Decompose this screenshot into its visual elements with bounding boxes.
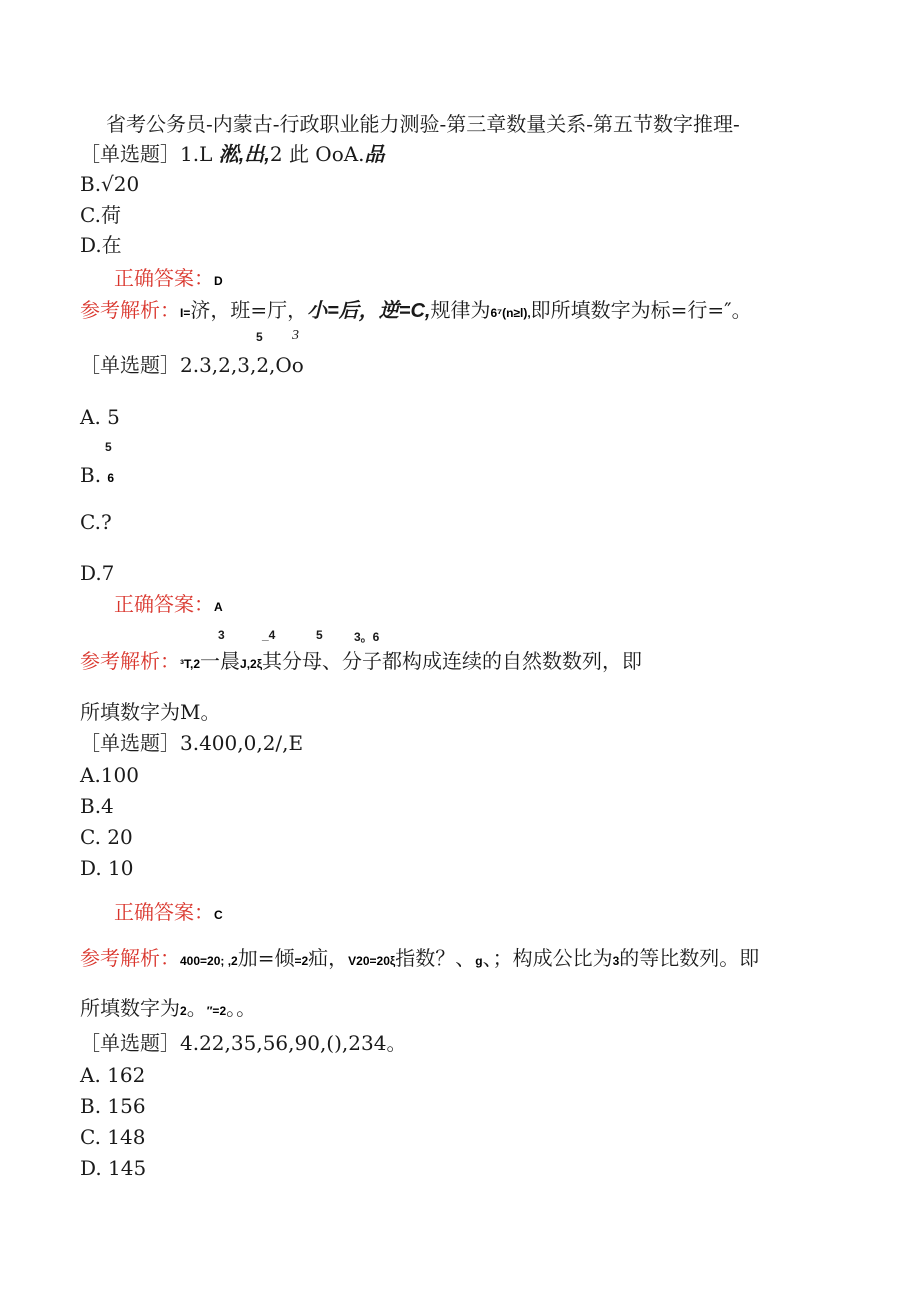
q2-analysis-small-2: J,2ξ [240,657,263,671]
q2-superscript-italic: 3 [292,328,299,343]
analysis-label: 参考解析： [80,946,180,970]
q4-option-d: D. 145 [80,1156,147,1180]
q1-option-c: C.荷 [80,203,121,227]
q3-analysis-text-2: 疝， [308,946,349,970]
question-1-stem [80,142,385,167]
answer-label: 正确答案： [114,592,214,616]
q1-analysis-formula: 6⁷(n≥l), [490,306,531,320]
q2-analysis-sup-1: 3 [218,628,225,642]
answer-value: C [214,908,223,922]
q1-analysis-text3: 即所填数字为标=行=″。 [530,298,752,322]
q1-option-b: B.√20 [80,172,140,196]
q2-analysis-sup-3: 5 [316,628,323,642]
q1-analysis-text2: 规律为 [430,298,491,322]
q3-analysis-line2-small2: ″=2 [206,1004,227,1018]
q1-analysis [80,298,752,325]
q2-option-b [80,463,114,490]
q3-analysis-small-3: V20=20ξ [348,954,396,968]
q4-option-b: B. 156 [80,1094,146,1118]
q3-analysis-text-1: 加=倾 [237,946,295,970]
q2-analysis-sup-4: 3。6 [354,630,380,644]
question-4-stem: ［单选题］4.22,35,56,90,(),234。 [80,1031,407,1055]
q3-analysis-small-4: g [475,954,483,968]
answer-value: A [214,600,223,614]
q2-analysis-sup-2: _4 [262,628,276,642]
q3-analysis-line2-text2: 。 [186,996,207,1020]
q4-option-c: C. 148 [80,1125,146,1149]
answer-label: 正确答案： [114,900,214,924]
question-3-stem: ［单选题］3.400,0,2/,E [80,731,304,755]
q4-option-a: A. 162 [80,1063,146,1087]
q3-analysis-line2-small: 2 [180,1004,187,1018]
document-title: 省考公务员-内蒙古-行政职业能力测验-第三章数量关系-第五节数字推理- [106,112,740,136]
q2-option-b-sup: 5 [105,440,112,454]
q2-option-b-value: 6 [107,471,115,485]
q3-option-b: B.4 [80,794,114,818]
q1-analysis-text: 济，班=厅， [190,298,308,322]
q1-option-d: D.在 [80,233,122,257]
q2-option-a: A. 5 [80,405,120,429]
q2-option-b-label: B. [80,463,108,487]
q1-stem-mid: 2 此 OoA. [269,142,365,166]
q2-analysis-text-1: 一晨 [200,649,241,673]
q2-superscript: 5 [256,330,263,344]
q3-analysis-line2 [80,996,256,1023]
q3-analysis-small-2: =2 [294,954,309,968]
q3-analysis-text-3: 指数？、 [395,946,476,970]
q2-answer [114,592,223,619]
q2-analysis [80,649,642,676]
q2-analysis-line2: 所填数字为M。 [80,700,221,724]
q2-option-d: D.7 [80,561,115,585]
q1-answer [114,266,223,293]
q2-option-c: C.? [80,510,112,534]
question-2-stem: ［单选题］2.3,2,3,2,Oo [80,353,304,377]
q1-analysis-small: I= [180,306,191,320]
q1-stem-bold: 淞,出, [218,144,270,166]
answer-value: D [214,274,223,288]
q3-analysis-text-4: 、；构成公比为 [482,946,613,970]
q3-option-a: A.100 [80,763,139,787]
analysis-label: 参考解析： [80,298,180,322]
analysis-label: 参考解析： [80,649,180,673]
q3-answer [114,900,223,927]
q2-analysis-text-2: 其分母、分子都构成连续的自然数数列，即 [262,649,643,673]
q3-analysis [80,946,759,973]
q1-stem-end: 品 [364,144,385,166]
q1-analysis-italic: 小=后，逆=C, [307,300,431,322]
q2-analysis-small-1: ³T,2 [180,657,201,671]
q3-analysis-line2-text3: 。。 [226,996,257,1020]
q3-option-d: D. 10 [80,856,134,880]
q3-analysis-small-1: 400=20; ,2 [180,954,238,968]
q1-stem-text: ［单选题］1.L [80,142,219,166]
q3-option-c: C. 20 [80,825,133,849]
q3-analysis-line2-text: 所填数字为 [80,996,180,1020]
answer-label: 正确答案： [114,266,214,290]
q3-analysis-small-5: 3 [612,954,620,968]
q3-analysis-text-5: 的等比数列。即 [619,946,760,970]
